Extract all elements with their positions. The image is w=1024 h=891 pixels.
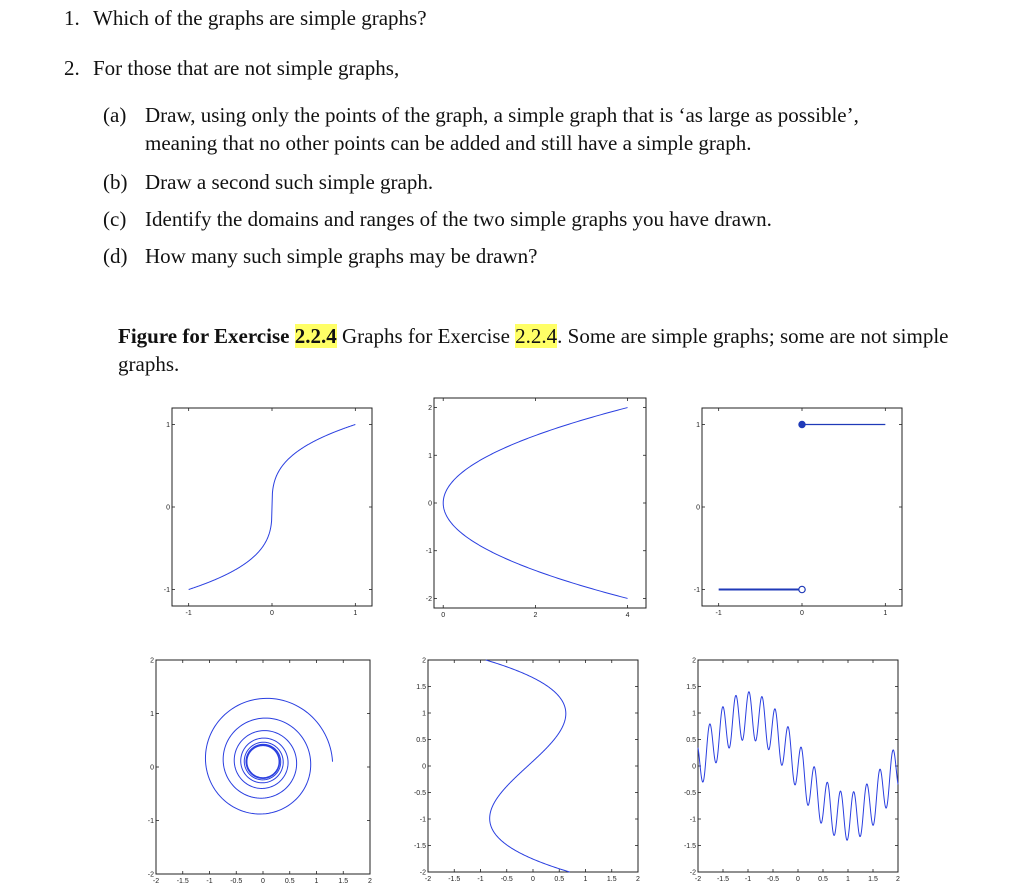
x-tick-label: 0 [796, 876, 800, 883]
x-tick-label: 2 [533, 612, 538, 619]
series-curve [698, 692, 898, 840]
open-endpoint [799, 586, 805, 592]
question-1-text: Which of the graphs are simple graphs? [93, 6, 427, 30]
subitem-b-text: Draw a second such simple graph. [145, 170, 434, 194]
x-tick-label: 1.5 [868, 876, 878, 883]
y-tick-label: -1 [693, 587, 700, 594]
y-tick-label: 0 [692, 763, 696, 771]
x-tick-label: 2 [368, 878, 372, 885]
subitem-c-text: Identify the domains and ranges of the two simple graphs you have drawn. [145, 207, 772, 231]
x-tick-label: 1.5 [606, 876, 617, 883]
y-tick-label: 1.5 [686, 684, 696, 691]
x-tick-label: 0 [800, 610, 804, 617]
plot-spiral [142, 654, 378, 886]
x-tick-label: 0 [531, 876, 535, 883]
subitem-d-label: (d) [103, 244, 128, 268]
x-tick-label: -1 [206, 878, 213, 885]
y-tick-label: 0 [150, 764, 154, 772]
x-tick-label: -0.5 [766, 876, 780, 883]
caption-bold-prefix: Figure for Exercise [118, 324, 290, 348]
y-tick-label: -2 [147, 871, 154, 879]
y-tick-label: 0 [696, 504, 700, 512]
y-tick-label: -1 [163, 587, 170, 594]
x-tick-label: 1 [846, 876, 850, 883]
x-tick-label: 0.5 [818, 876, 828, 883]
y-tick-label: 0 [428, 500, 432, 508]
x-tick-label: -1 [185, 610, 192, 617]
subitem-a-line-2: meaning that no other points can be added and still have a simple graph. [145, 131, 752, 155]
x-tick-label: -1 [715, 610, 722, 617]
y-tick-label: 0 [166, 504, 170, 512]
y-tick-label: 1 [692, 710, 696, 718]
y-tick-label: 1 [428, 452, 432, 460]
y-tick-label: 1 [422, 710, 426, 718]
question-2-number: 2. [64, 56, 80, 80]
x-tick-label: -0.5 [230, 878, 243, 885]
y-tick-label: 2 [692, 657, 696, 665]
question-1 [64, 4, 427, 32]
y-tick-label: -2 [689, 869, 696, 877]
y-tick-label: 2 [150, 657, 154, 665]
subitem-a [103, 101, 126, 129]
plot-frame [156, 660, 370, 874]
y-tick-label: 1 [696, 422, 700, 429]
y-tick-label: 2 [428, 405, 432, 413]
caption-ref-2[interactable]: 2.2.4 [515, 324, 558, 348]
question-1-number: 1. [64, 6, 80, 30]
plot-step-function [686, 398, 910, 620]
y-tick-label: -1.5 [683, 843, 696, 850]
plot-s-curve [414, 656, 646, 884]
x-tick-label: -1 [477, 876, 484, 883]
plot-frame [702, 408, 902, 606]
x-tick-label: 1 [314, 878, 319, 885]
x-tick-label: 0.5 [554, 876, 565, 883]
caption-ref-1[interactable]: 2.2.4 [294, 324, 337, 348]
series-curve [189, 425, 356, 590]
x-tick-label: 1 [583, 876, 588, 883]
plot-frame [434, 398, 646, 608]
x-tick-label: 1 [883, 610, 888, 617]
y-tick-label: -1 [419, 816, 426, 824]
y-tick-label: -0.5 [413, 790, 426, 797]
y-tick-label: -0.5 [683, 790, 696, 797]
y-tick-label: 0.5 [416, 737, 426, 744]
x-tick-label: 0 [261, 878, 265, 885]
x-tick-label: -2 [694, 876, 702, 883]
y-tick-label: -1 [689, 816, 696, 824]
series-curve [443, 408, 627, 599]
x-tick-label: 1.5 [338, 878, 349, 885]
y-tick-label: 2 [422, 657, 426, 665]
x-tick-label: -1.5 [448, 876, 461, 883]
plot-cube-root-curve [158, 398, 380, 620]
x-tick-label: -1 [744, 876, 752, 883]
y-tick-label: -2 [419, 869, 426, 877]
x-tick-label: 2 [896, 876, 900, 883]
x-tick-label: 0 [270, 610, 274, 617]
subitem-c-label: (c) [103, 207, 127, 231]
subitem-a-label: (a) [103, 103, 127, 127]
plot-wavy-sine [684, 656, 906, 884]
y-tick-label: -1 [425, 548, 432, 556]
caption-rest: . Some are simple graphs; some are not simple graphs. [118, 324, 949, 376]
figure-caption [118, 322, 998, 378]
y-tick-label: 1 [166, 422, 170, 429]
x-tick-label: -2 [152, 878, 160, 885]
x-tick-label: 0.5 [284, 878, 295, 885]
question-2 [64, 54, 399, 82]
subitem-b-label: (b) [103, 170, 128, 194]
question-2-text: For those that are not simple graphs, [93, 56, 400, 80]
y-tick-label: -2 [425, 595, 432, 603]
series-curve [486, 660, 570, 872]
x-tick-label: 1 [353, 610, 358, 617]
caption-middle: Graphs for Exercise [341, 324, 510, 348]
y-tick-label: 0.5 [686, 737, 696, 744]
x-tick-label: -2 [424, 876, 432, 883]
plot-frame [428, 660, 638, 872]
plot-sideways-parabola [420, 390, 654, 622]
subitem-a-line-1: Draw, using only the points of the graph, a simple graph that is ‘as large as possible’, [145, 103, 859, 127]
x-tick-label: 0 [441, 612, 446, 619]
y-tick-label: -1 [147, 818, 154, 825]
x-tick-label: -1.5 [716, 876, 730, 883]
closed-endpoint [799, 421, 805, 427]
x-tick-label: -1.5 [176, 878, 189, 885]
y-tick-label: -1.5 [413, 843, 426, 850]
x-tick-label: 2 [636, 876, 640, 883]
series-curve [205, 698, 332, 814]
x-tick-label: -0.5 [500, 876, 513, 883]
y-tick-label: 0 [422, 763, 426, 771]
y-tick-label: 1.5 [416, 684, 426, 691]
y-tick-label: 1 [150, 711, 154, 718]
subitem-d-text: How many such simple graphs may be drawn? [145, 244, 538, 268]
x-tick-label: 4 [625, 612, 630, 619]
